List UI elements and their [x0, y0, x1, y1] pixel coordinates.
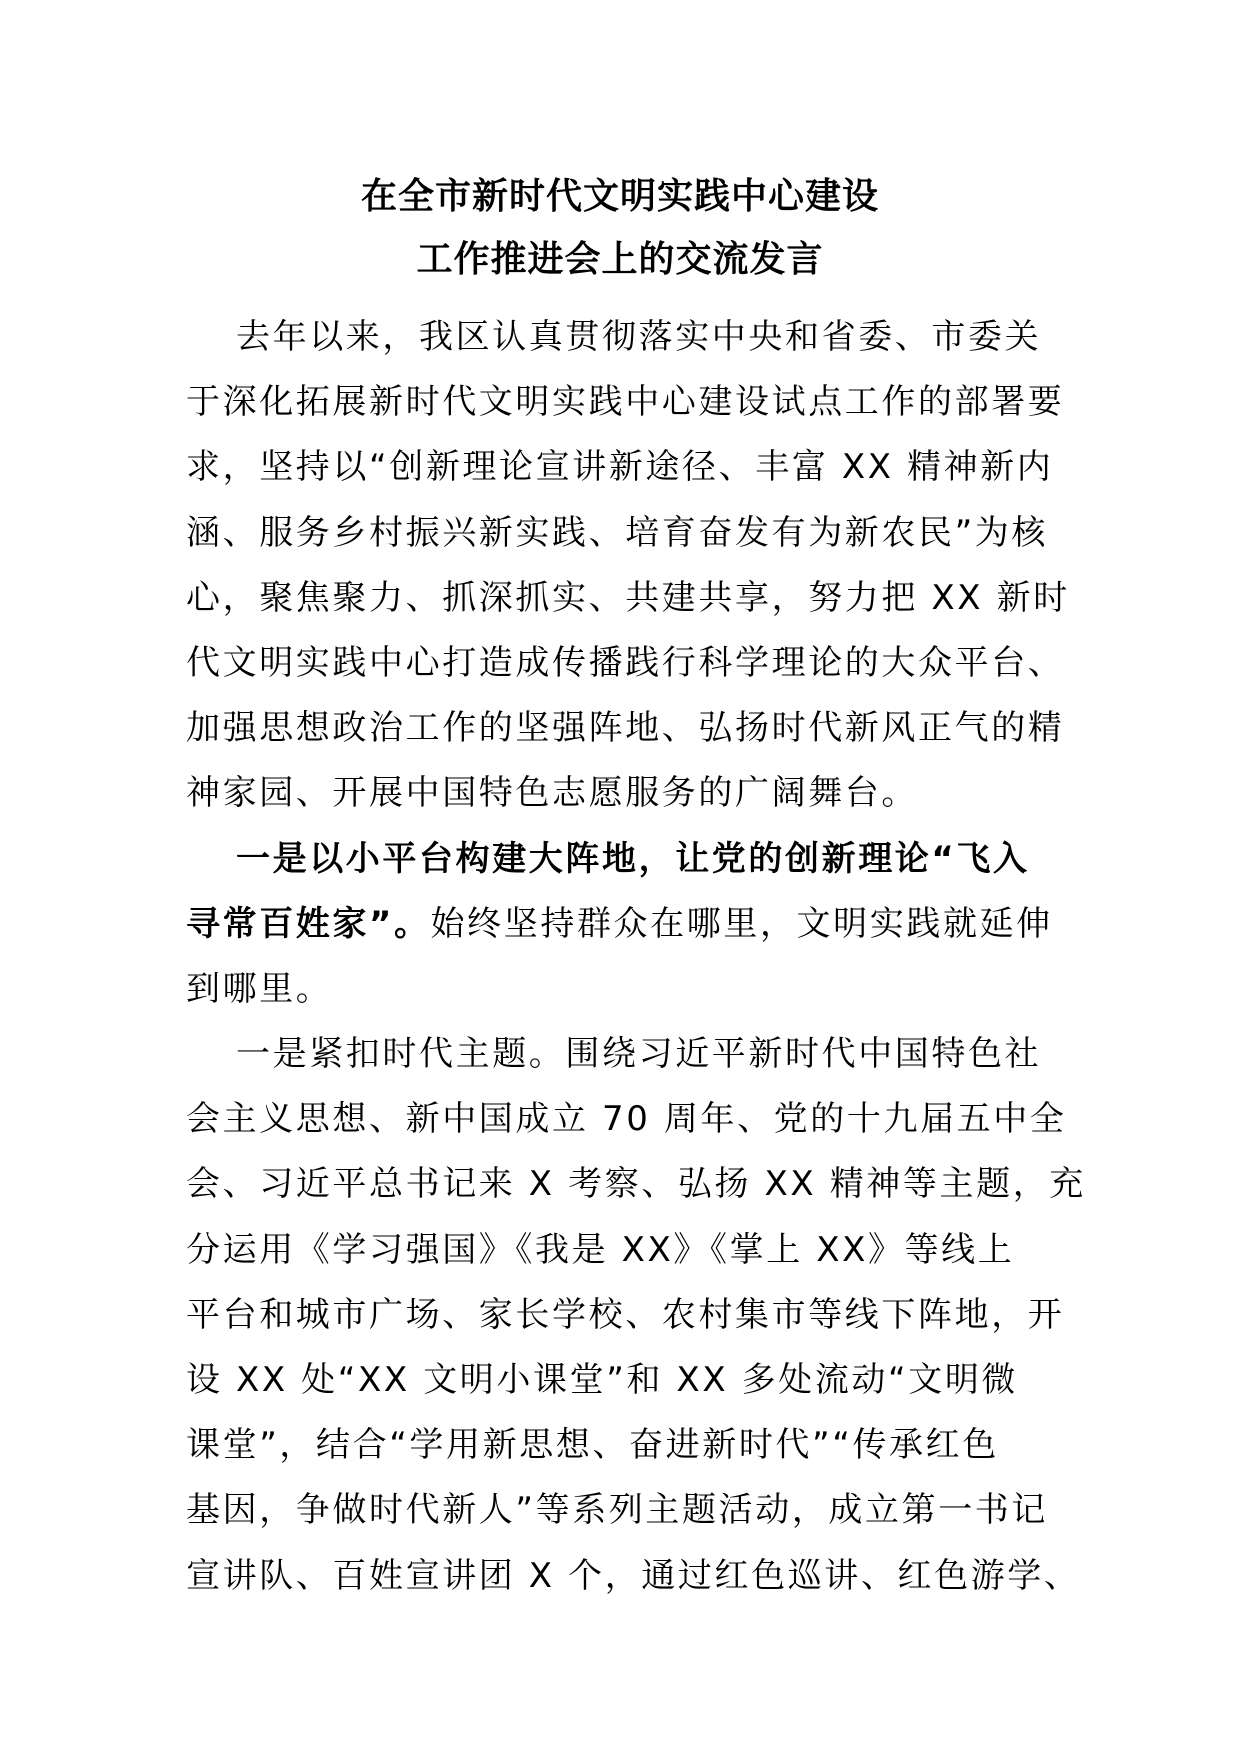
paragraph-heading-one [186, 827, 1186, 1023]
paragraph-line: 神家园、开展中国特色志愿服务的广阔舞台。 [186, 773, 918, 814]
paragraph-line: 到哪里。 [186, 968, 333, 1009]
paragraph-line: 于深化拓展新时代文明实践中心建设试点工作的部署要 [186, 382, 1065, 423]
paragraph-line: 心，聚焦聚力、抓深抓实、共建共享，努力把 XX 新时 [186, 577, 1070, 618]
paragraph-theme [186, 1022, 1186, 1609]
paragraph-line: 求，坚持以“创新理论宣讲新途径、丰富 XX 精神新内 [186, 447, 1054, 488]
paragraph-line: 去年以来，我区认真贯彻落实中央和省委、市委关 [236, 317, 1042, 357]
paragraph-line: 会、习近平总书记来 X 考察、弘扬 XX 精神等主题，充 [186, 1164, 1086, 1205]
paragraph-line: 一是紧扣时代主题。围绕习近平新时代中国特色社 [236, 1034, 1042, 1075]
paragraph-line: 涵、服务乡村振兴新实践、培育奋发有为新农民”为核 [186, 512, 1049, 553]
paragraph-line: 课堂”，结合“学用新思想、奋进新时代”“传承红色 [186, 1425, 999, 1466]
title-line-2: 工作推进会上的交流发言 [416, 239, 824, 280]
paragraph-text: 始终坚持群众在哪里，文明实践就延伸 [430, 903, 1053, 944]
document-body [186, 305, 1186, 1609]
paragraph-line: 设 XX 处“XX 文明小课堂”和 XX 多处流动“文明微 [186, 1360, 1019, 1400]
paragraph-line: 宣讲队、百姓宣讲团 X 个，通过红色巡讲、红色游学、 [186, 1555, 1081, 1596]
paragraph-line [186, 892, 1186, 957]
section-heading-line: 一是以小平台构建大阵地，让党的创新理论“飞入 [236, 838, 1030, 879]
paragraph-intro [186, 305, 1186, 827]
paragraph-line: 加强思想政治工作的坚强阵地、弘扬时代新风正气的精 [186, 708, 1065, 749]
paragraph-line: 平台和城市广场、家长学校、农村集市等线下阵地，开 [186, 1294, 1065, 1335]
paragraph-line: 会主义思想、新中国成立 70 周年、党的十九届五中全 [186, 1099, 1067, 1140]
title-line-1: 在全市新时代文明实践中心建设 [360, 176, 879, 217]
paragraph-line: 基因，争做时代新人”等系列主题活动，成立第一书记 [186, 1490, 1049, 1531]
paragraph-line: 分运用《学习强国》《我是 XX》《掌上 XX》等线上 [186, 1229, 1015, 1270]
paragraph-line: 代文明实践中心打造成传播践行科学理论的大众平台、 [186, 642, 1065, 683]
section-heading-end: 寻常百姓家”。 [186, 903, 431, 944]
